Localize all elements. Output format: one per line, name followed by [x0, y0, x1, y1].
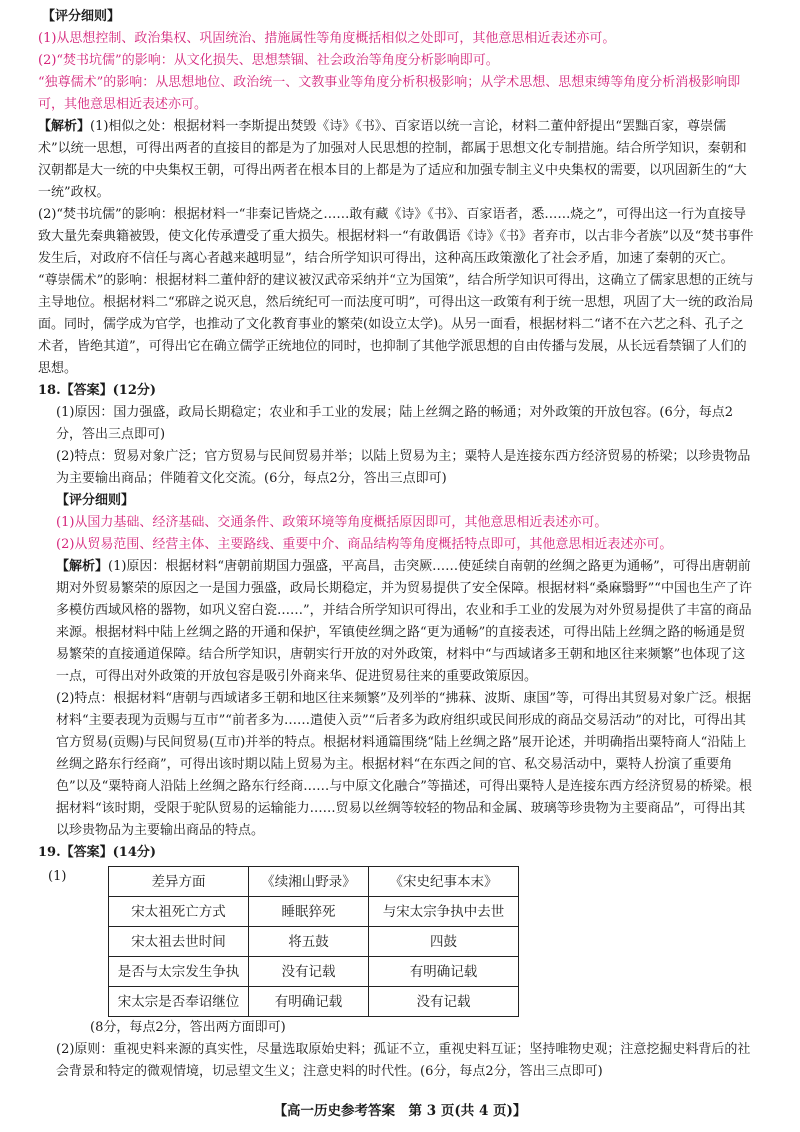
table-cell: 是否与太宗发生争执 [109, 957, 249, 987]
answer-item: (1)原因：国力强盛，政局长期稳定；农业和手工业的发展；陆上丝绸之路的畅通；对外政策的开放包容。(6分，每点2分，答出三点即可) [56, 405, 734, 442]
table-cell: 没有记载 [369, 987, 519, 1017]
part-label: (1) [48, 869, 67, 884]
rubric-item: (2)“焚书坑儒”的影响：从文化损失、思想禁锢、社会政治等角度分析影响即可。 [38, 53, 499, 68]
question-label: 18.【答案】(12分) [38, 383, 157, 398]
table-row [109, 927, 519, 957]
table-cell: 有明确记载 [369, 957, 519, 987]
table-note: (8分，每点2分，答出两方面即可) [90, 1020, 286, 1035]
table-cell: 宋太宗是否奉诏继位 [109, 987, 249, 1017]
comparison-table-wrap [38, 866, 756, 1017]
rubric-section-18 [38, 490, 756, 556]
analysis-heading: 【解析】 [38, 119, 91, 134]
analysis-paragraph: 【解析】(1)相似之处：根据材料一李斯提出焚毁《诗》《书》、百家语以统一言论，材料二董仲舒提出“罢黜百家，尊崇儒术”以统一思想，可得出两者的直接目的都是为了加强对人民思想的控制，都属于思想文化专制措施。结合所学知识，秦朝和汉朝都是大一统的中央集权王朝，可得出两者在根本目的上都是为了适应和加强专制主义中央集权的需要，以巩固新生的“大一统”政权。 [38, 119, 747, 200]
analysis-paragraph: “尊崇儒术”的影响：根据材料二董仲舒的建议被汉武帝采纳并“立为国策”，结合所学知识可得出，这确立了儒家思想的正统与主导地位。根据材料二“邪辟之说灭息，然后统纪可一而法度可明”，可得出这一政策有利于统一思想，巩固了大一统的政治局面。同时，儒学成为官学，也推动了文化教育事业的繁荣(如设立太学)。从另一面看，根据材料二“诸不在六艺之科、孔子之术者，皆绝其道”，可得出它在确立儒学正统地位的同时，也抑制了其他学派思想的自由传播与发展，从长远看禁锢了人们的思想。 [38, 273, 754, 376]
question-label: 19.【答案】(14分) [38, 845, 157, 860]
table-cell: 四鼓 [369, 927, 519, 957]
rubric-item: (1)从国力基础、经济基础、交通条件、政策环境等角度概括原因即可，其他意思相近表述亦可。 [56, 515, 608, 530]
analysis-paragraph: 【解析】(1)原因：根据材料“唐朝前期国力强盛，平高昌，击突厥……使延续自南朝的丝绸之路更为通畅”，可得出唐朝前期对外贸易繁荣的原因之一是国力强盛，政局长期稳定，并为贸易提供了安全保障。根据材料“桑麻翳野”“中国也生产了许多模仿西域风格的器物，如巩义窑白瓷……”，并结合所学知识可得出，农业和手工业的发展为对外贸易提供了丰富的商品来源。根据材料中陆上丝绸之路的开通和保护，军镇使丝绸之路“更为通畅”的直接表述，可得出陆上丝绸之路的畅通是贸易繁荣的直接通道保障。结合所学知识，唐朝实行开放的对外政策，材料中“与西域诸多王朝和地区往来频繁”也体现了这一点，可得出对外政策的开放包容是吸引外商来华、促进贸易往来的重要政策原因。 [56, 559, 752, 684]
rubric-item: (1)从思想控制、政治集权、巩固统治、措施属性等角度概括相似之处即可，其他意思相近表述亦可。 [38, 31, 616, 46]
analysis-section-18 [38, 556, 756, 842]
table-cell: 睡眠猝死 [249, 897, 369, 927]
answer-item: (2)特点：贸易对象广泛；官方贸易与民间贸易并举；以陆上贸易为主；粟特人是连接东西方经济贸易的桥梁；以珍贵物品为主要输出商品；伴随着文化交流。(6分，每点2分，答出三点即可) [56, 449, 751, 486]
answer-section-18 [38, 380, 756, 490]
analysis-paragraph: (2)“焚书坑儒”的影响：根据材料一“非秦记皆烧之……敢有藏《诗》《书》、百家语者，悉……烧之”，可得出这一行为直接导致大量先秦典籍被毁，使文化传承遭受了重大损失。根据材料一“有敢偶语《诗》《书》者弃市，以古非今者族”以及“焚书事件发生后，对政府不信任与离心者越来越明显”，结合所学知识可得出，这种高压政策激化了社会矛盾，加速了秦朝的灭亡。 [38, 207, 754, 266]
table-header-cell: 《宋史纪事本末》 [369, 867, 519, 897]
answer-section-19 [38, 842, 756, 1083]
analysis-heading: 【解析】 [56, 559, 109, 574]
page-footer: 【高一历史参考答案 第 3 页(共 4 页)】 [273, 1103, 527, 1119]
table-header-cell: 《续湘山野录》 [249, 867, 369, 897]
table-header-row [109, 867, 519, 897]
table-row [109, 897, 519, 927]
table-row [109, 987, 519, 1017]
table-cell: 与宋太宗争执中去世 [369, 897, 519, 927]
rubric-item: “独尊儒术”的影响：从思想地位、政治统一、文教事业等角度分析积极影响；从学术思想、思想束缚等角度分析消极影响即可，其他意思相近表述亦可。 [38, 75, 741, 112]
table-row [109, 957, 519, 987]
table-cell: 将五鼓 [249, 927, 369, 957]
answer-item: (2)原则：重视史料来源的真实性，尽量选取原始史料；孤证不立，重视史料互证；坚持唯物史观；注意挖掘史料背后的社会背景和特定的微观情境，切忌望文生义；注意史料的时代性。(6分，每点2分，答出三点即可) [56, 1042, 751, 1079]
table-cell: 宋太祖去世时间 [109, 927, 249, 957]
rubric-item: (2)从贸易范围、经营主体、主要路线、重要中介、商品结构等角度概括特点即可，其他意思相近表述亦可。 [56, 537, 673, 552]
analysis-paragraph: (2)特点：根据材料“唐朝与西域诸多王朝和地区往来频繁”及列举的“拂菻、波斯、康国”等，可得出其贸易对象广泛。根据材料“主要表现为贡赐与互市”“前者多为……遣使入贡”“后者多为政府组织或民间形成的商品交易活动”的对比，可得出其官方贸易(贡赐)与民间贸易(互市)并举的特点。根据材料通篇围绕“陆上丝绸之路”展开论述，并明确指出粟特商人“沿陆上丝绸之路东行经商”，可得出该时期以陆上贸易为主。根据材料“在东西之间的官、私交易活动中，粟特人扮演了重要角色”以及“粟特商人沿陆上丝绸之路东行经商……与中原文化融合”等描述，可得出粟特人是连接东西方经济贸易的桥梁。根据材料“该时期，受限于驼队贸易的运输能力……贸易以丝绸等较轻的物品和金属、玻璃等珍贵物为主要商品”，可得出其以珍贵物品为主要输出商品的特点。 [56, 691, 752, 838]
analysis-section-17 [38, 116, 756, 380]
rubric-heading: 【评分细则】 [42, 9, 121, 24]
rubric-section-17 [38, 6, 756, 116]
rubric-heading: 【评分细则】 [56, 493, 135, 508]
table-header-cell: 差异方面 [109, 867, 249, 897]
table-cell: 没有记载 [249, 957, 369, 987]
table-cell: 有明确记载 [249, 987, 369, 1017]
comparison-table [108, 866, 519, 1017]
table-cell: 宋太祖死亡方式 [109, 897, 249, 927]
